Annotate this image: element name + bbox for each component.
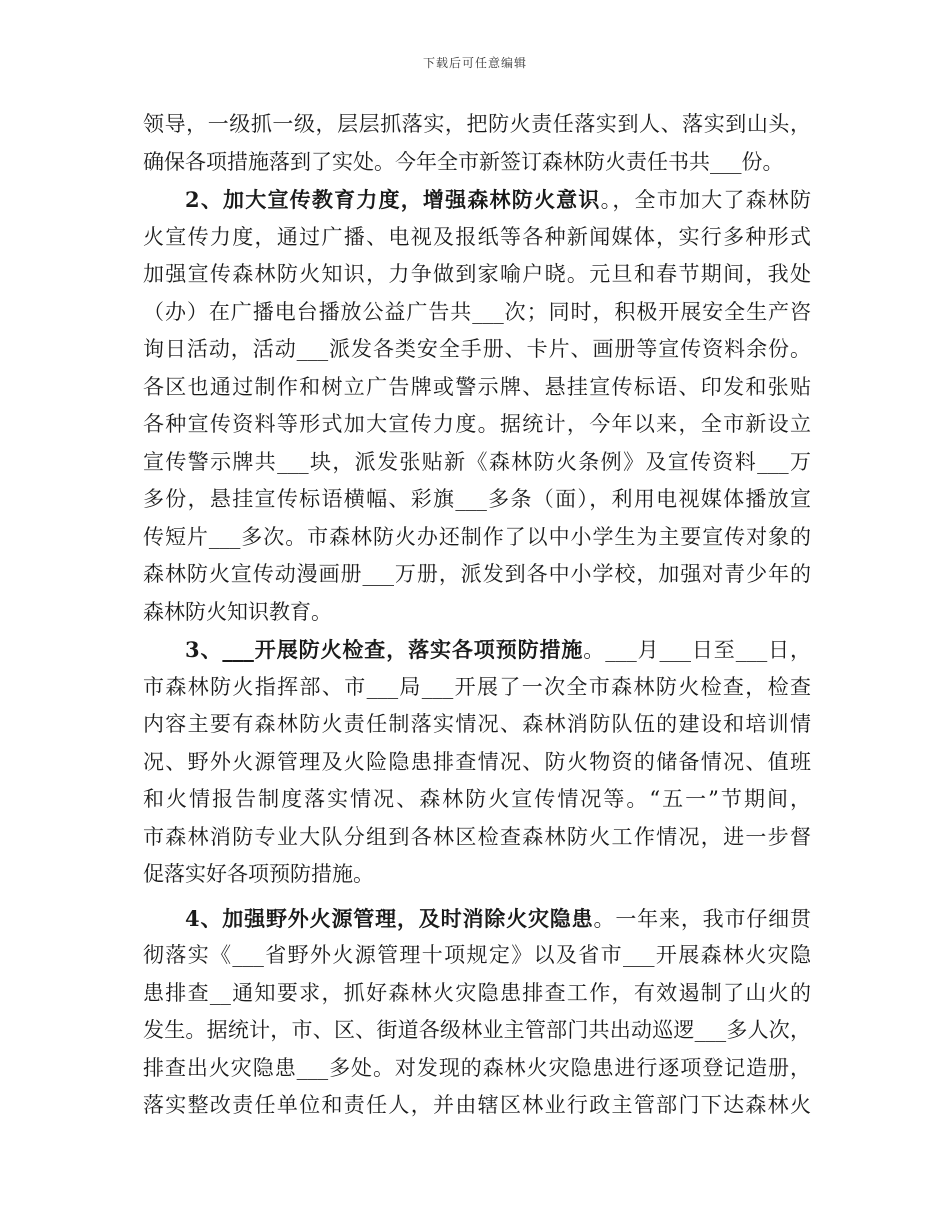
paragraph-first-line xyxy=(143,181,811,219)
paragraph-3 xyxy=(143,631,811,894)
text-line: 询日活动，活动___派发各类安全手册、卡片、画册等宣传资料余份。 xyxy=(143,337,811,361)
section-heading: 3、___开展防火检查，落实各项预防措施 xyxy=(185,637,584,662)
paragraph-first-line xyxy=(143,900,811,938)
text-line: 患排查__通知要求，抓好森林火灾隐患排查工作，有效遏制了山火的 xyxy=(143,980,811,1005)
text-line: 落实整改责任单位和责任人，并由辖区林业行政主管部门下达森林火 xyxy=(143,1093,811,1117)
section-heading: 4、加强野外火源管理，及时消除火灾隐患 xyxy=(185,905,594,931)
text-line: 各区也通过制作和树立广告牌或警示牌、悬挂宣传标语、印发和张贴 xyxy=(143,374,811,399)
text-line: 确保各项措施落到了实处。今年全市新签订森林防火责任书共___份。 xyxy=(143,149,784,174)
section-heading: 2、加大宣传教育力度，增强森林防火意识 xyxy=(185,187,601,212)
text-line: 宣传警示牌共___块，派发张贴新《森林防火条例》及宣传资料___万 xyxy=(143,449,811,474)
text-line: 市森林防火指挥部、市___局___开展了一次全市森林防火检查，检查 xyxy=(143,674,811,699)
text-run: 。___月___日至___日， xyxy=(583,638,811,662)
text-line: 多份，悬挂宣传标语横幅、彩旗___多条（面），利用电视媒体播放宣 xyxy=(143,487,811,511)
text-line: 排查出火灾隐患___多处。对发现的森林火灾隐患进行逐项登记造册， xyxy=(143,1055,811,1080)
text-line: 况、野外火源管理及火险隐患排查情况、防火物资的储备情况、值班 xyxy=(143,749,811,774)
document-body xyxy=(143,106,811,1125)
text-line: 彻落实《___省野外火源管理十项规定》以及省市___开展森林火灾隐 xyxy=(143,943,811,967)
text-line: 市森林消防专业大队分组到各林区检查森林防火工作情况，进一步督 xyxy=(143,824,811,849)
paragraph-first-line xyxy=(143,631,811,669)
text-line: 领导，一级抓一级，层层抓落实，把防火责任落实到人、落实到山头， xyxy=(143,112,811,136)
text-line: 促落实好各项预防措施。 xyxy=(143,862,374,886)
text-line: 和火情报告制度落实情况、森林防火宣传情况等。“五一”节期间， xyxy=(143,787,811,811)
text-line: 发生。据统计，市、区、街道各级林业主管部门共出动巡逻___多人次， xyxy=(143,1018,811,1042)
text-run: 。一年来，我市仔细贯 xyxy=(593,906,811,931)
paragraph-1 xyxy=(143,106,811,181)
text-line: 加强宣传森林防火知识，力争做到家喻户晓。元旦和春节期间，我处 xyxy=(143,262,811,286)
text-line: 各种宣传资料等形式加大宣传力度。据统计，今年以来，全市新设立 xyxy=(143,412,811,436)
text-line: 传短片___多次。市森林防火办还制作了以中小学生为主要宣传对象的 xyxy=(143,524,811,549)
paragraph-4 xyxy=(143,900,811,1125)
paragraph-2 xyxy=(143,181,811,631)
page-header-note: 下载后可任意编辑 xyxy=(422,56,527,70)
text-line: 森林防火宣传动漫画册___万册，派发到各中小学校，加强对青少年的 xyxy=(143,562,811,586)
text-run: 。，全市加大了森林防 xyxy=(600,188,811,212)
text-line: 火宣传力度，通过广播、电视及报纸等各种新闻媒体，实行多种形式 xyxy=(143,224,811,249)
text-line: 森林防火知识教育。 xyxy=(143,599,332,624)
text-line: 内容主要有森林防火责任制落实情况、森林消防队伍的建设和培训情 xyxy=(143,712,811,736)
text-line: （办）在广播电台播放公益广告共___次；同时，积极开展安全生产咨 xyxy=(143,299,811,324)
